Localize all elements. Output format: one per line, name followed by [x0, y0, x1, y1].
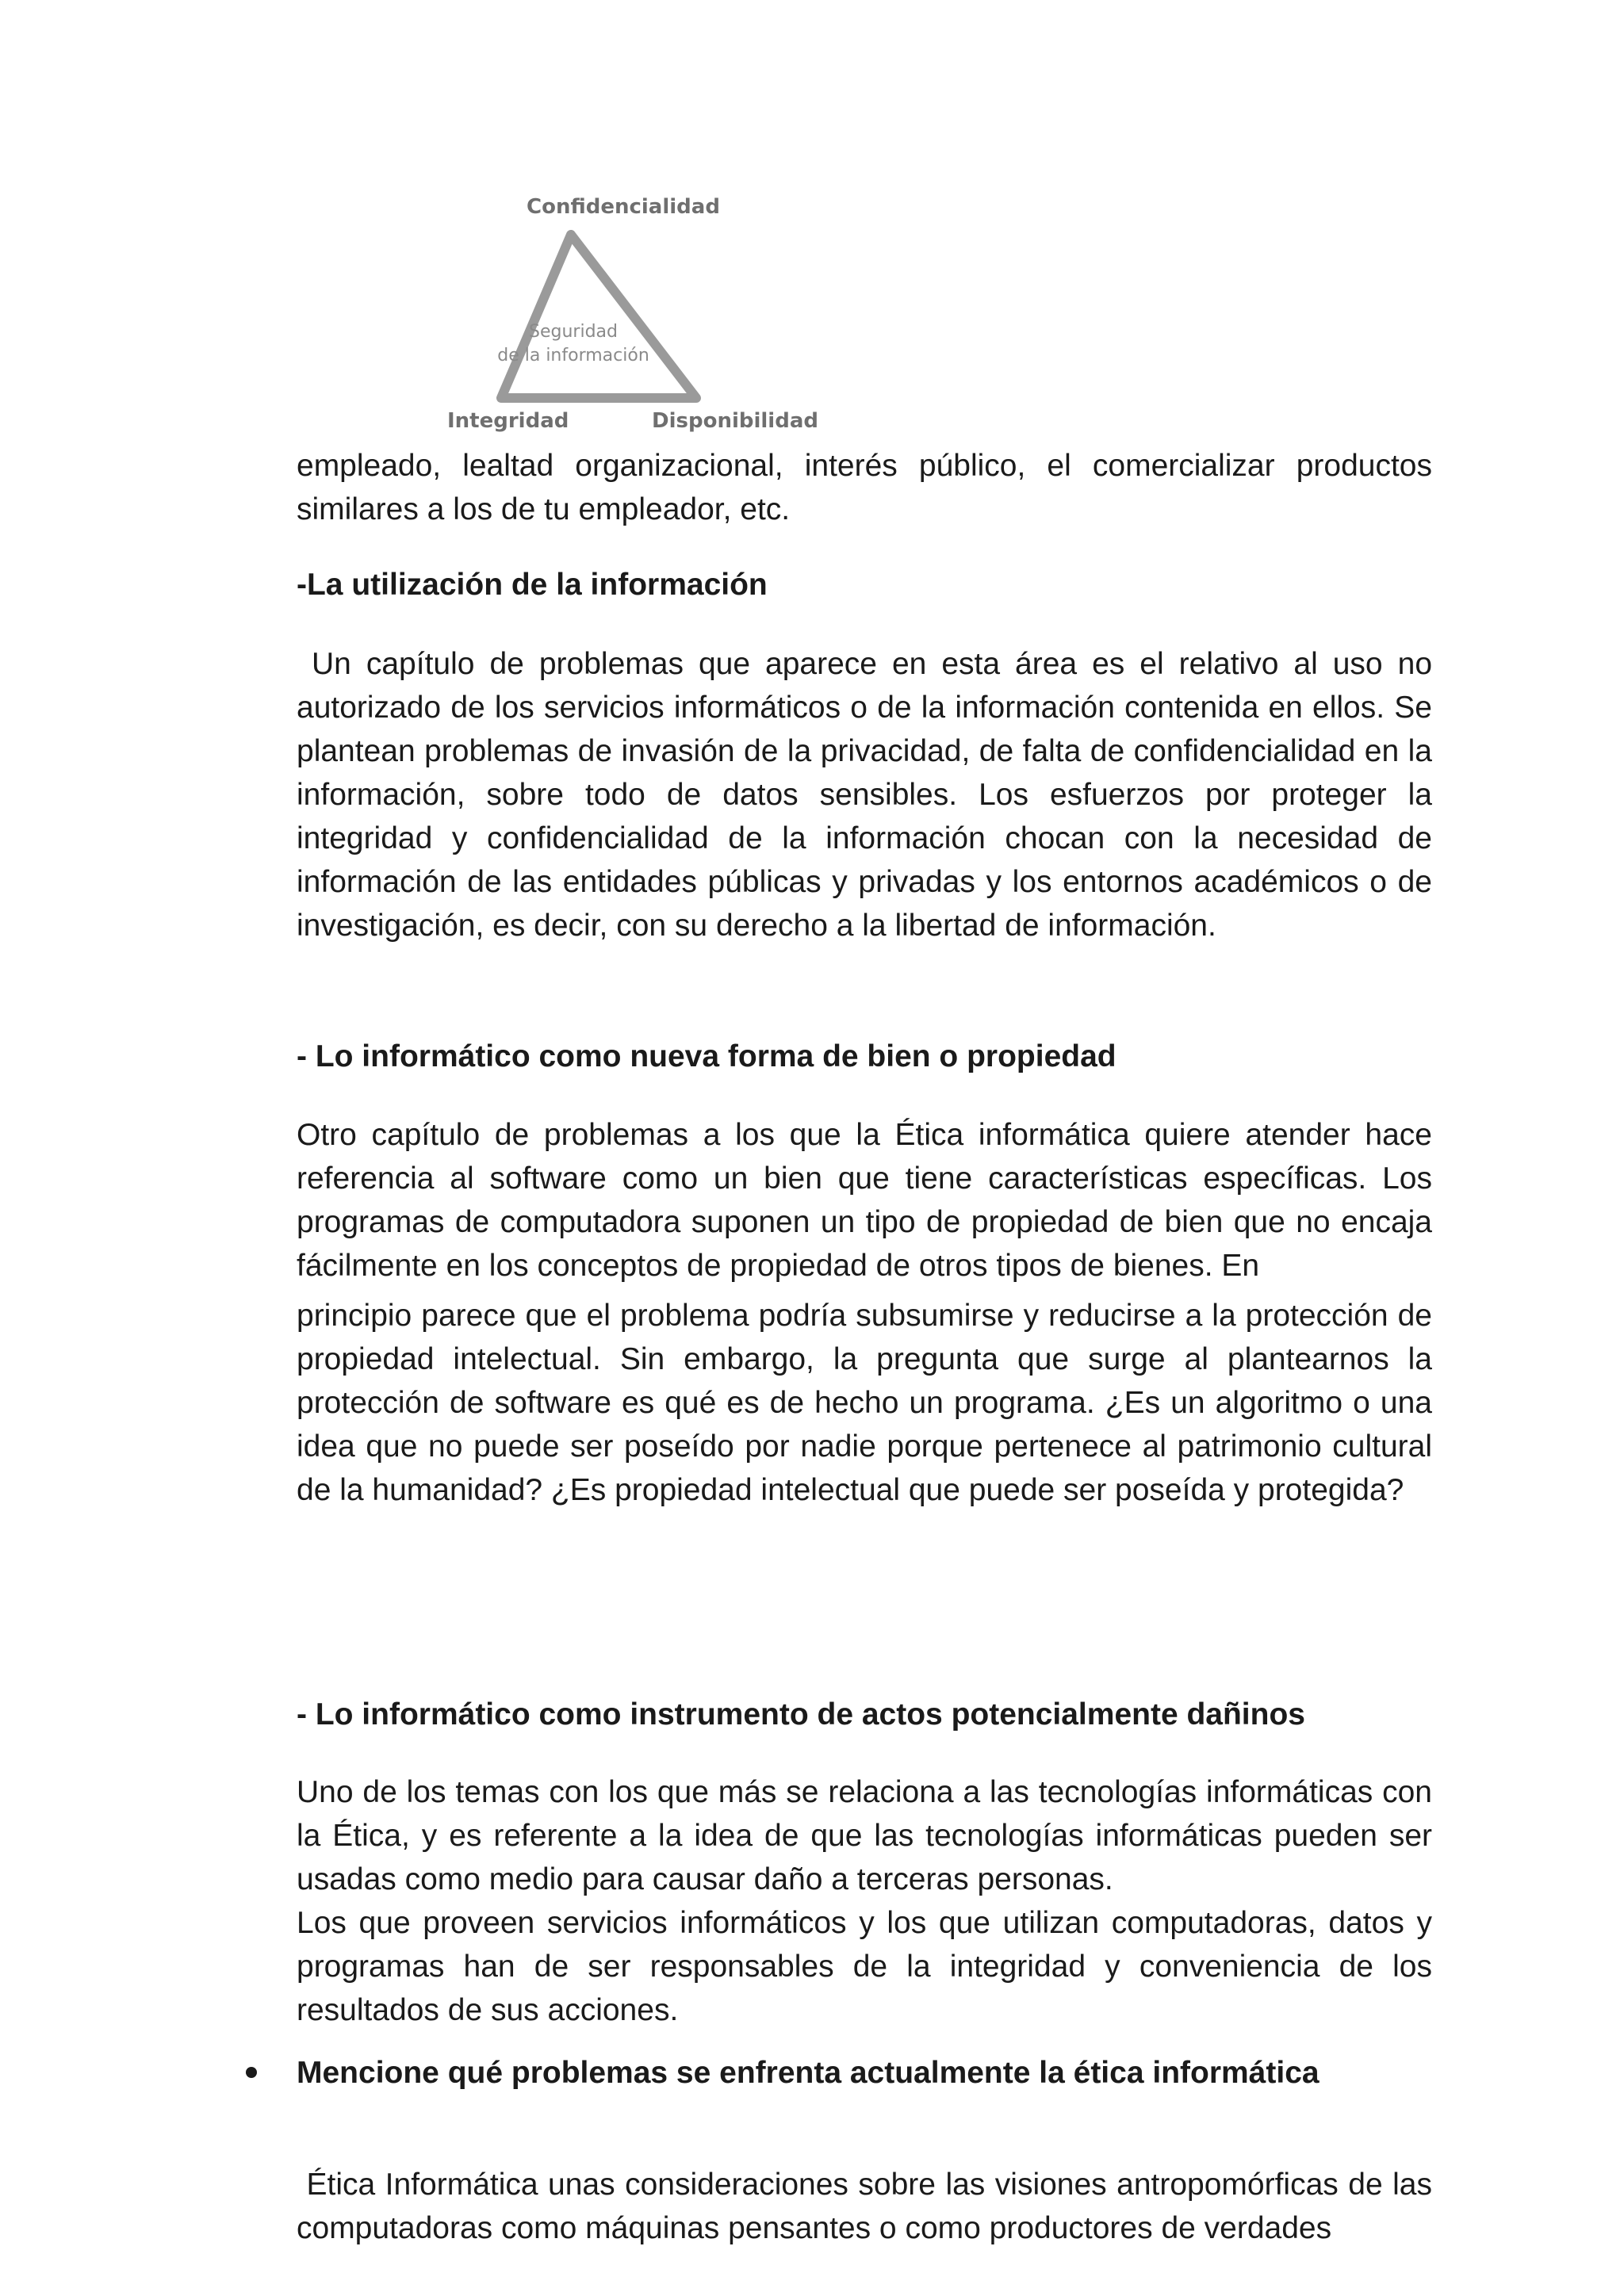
label-seguridad-line1: Seguridad: [529, 322, 618, 342]
label-disponibilidad: Disponibilidad: [652, 409, 818, 433]
triangle-shape: [435, 187, 776, 441]
label-integridad: Integridad: [447, 409, 569, 433]
paragraph-final: Ética Informática unas consideraciones sobre las visiones antropomórficas de las computadoras como máquinas pensantes o como productores de verdades: [297, 2168, 1441, 2245]
paragraph-propiedad-2: principio parece que el problema podría subsumirse y reducirse a la protección de propiedad intelectual. Sin embargo, la pregunta que surge al plantearnos la protección de software es qué es de hecho un programa. ¿Es un algoritmo o una idea que no puede ser poseído por nadie porque pertenece al patrimonio cultural de la humanidad? ¿Es propiedad intelectual que puede ser poseída y protegida?: [297, 1299, 1432, 1507]
label-seguridad-center: [490, 320, 657, 368]
bullet-question: Mencione qué problemas se enfrenta actualmente la ética informática: [297, 2056, 1320, 2090]
heading-propiedad: - Lo informático como nueva forma de bien o propiedad: [297, 1039, 1116, 1073]
paragraph-instrumento-1: Uno de los temas con los que más se relaciona a las tecnologías informáticas con la Ética, y es referente a la idea de que las tecnologías informáticas pueden ser usadas como medio para causar daño a terceras personas.: [297, 1775, 1432, 1896]
heading-utilizacion: -La utilización de la información: [297, 568, 768, 602]
bullet-icon: [246, 2067, 257, 2078]
paragraph-intro: empleado, lealtad organizacional, interés público, el comercializar productos similares a los de tu empleador, etc.: [297, 449, 1432, 526]
heading-instrumento: - Lo informático como instrumento de actos potencialmente dañinos: [297, 1697, 1305, 1732]
cia-triangle-figure: [435, 187, 818, 441]
paragraph-instrumento-2: Los que proveen servicios informáticos y los que utilizan computadoras, datos y programas han de ser responsables de la integridad y conveniencia de los resultados de sus acciones.: [297, 1906, 1432, 2027]
paragraph-propiedad-1: Otro capítulo de problemas a los que la Ética informática quiere atender hace referencia al software como un bien que tiene características específicas. Los programas de computadora suponen un tipo de propiedad de bien que no encaja fácilmente en los conceptos de propiedad de otros tipos de bienes. En: [297, 1118, 1432, 1283]
label-confidencialidad: Confidencialidad: [527, 195, 720, 219]
paragraph-utilizacion: Un capítulo de problemas que aparece en esta área es el relativo al uso no autorizado de los servicios informáticos o de la información contenida en ellos. Se plantean problemas de invasión de la privacidad, de falta de confidencialidad en la información, sobre todo de datos sensibles. Los esfuerzos por proteger la integridad y confidencialidad de la información chocan con la necesidad de información de las entidades públicas y privadas y los entornos académicos o de investigación, es decir, con su derecho a la libertad de información.: [297, 647, 1441, 943]
label-seguridad-line2: de la información: [497, 346, 649, 365]
